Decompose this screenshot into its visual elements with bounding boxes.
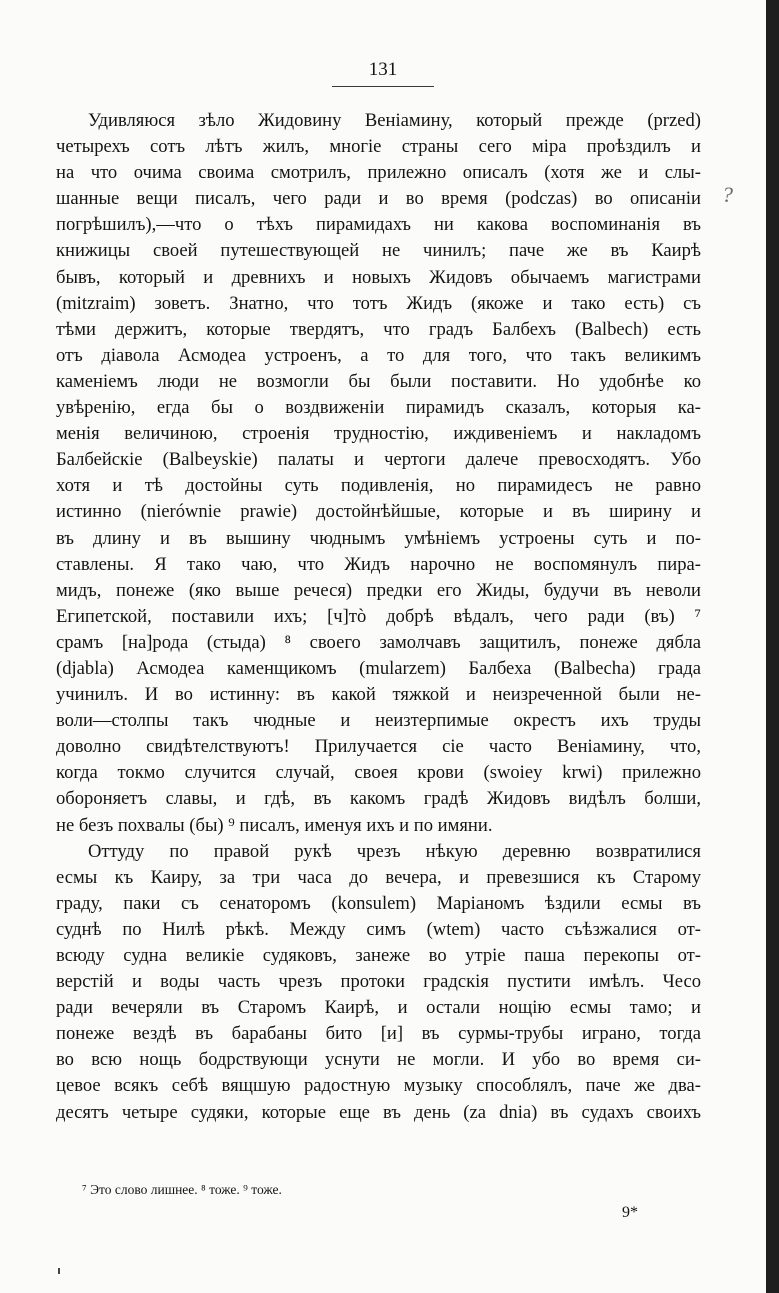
text-line: доволно свидѣтелствуютъ! Прилучается сіе часто Веніамину, что, xyxy=(56,736,701,758)
signature-mark: 9* xyxy=(622,1204,638,1221)
footnotes: ⁷ Это слово лишнее. ⁸ тоже. ⁹ тоже. xyxy=(82,1182,282,1197)
text-line: менія величиною, строенія трудностію, иждивеніемъ и накладомъ xyxy=(56,423,701,445)
text-line: въ длину и въ вышину чюднымъ умѣніемъ устроены суть и по- xyxy=(56,527,701,549)
text-line: погрѣшилъ),—что о тѣхъ пирамидахъ ни какова воспоминанія въ xyxy=(56,214,701,236)
text-line: ради вечеряли въ Старомъ Каирѣ, и остали нощію есмы тамо; и xyxy=(56,997,701,1019)
text-line: тѣми держитъ, которые твердятъ, что градъ Балбехъ (Balbech) есть xyxy=(56,318,701,340)
text-line: шанные вещи писалъ, чего ради и во время (podczas) во описаніи xyxy=(56,188,701,210)
text-line: книжицы своей путешествующей не чинилъ; паче же въ Каирѣ xyxy=(56,240,701,262)
text-line: десятъ четыре судяки, которые еще въ день (za dnia) въ судахъ своихъ xyxy=(56,1101,701,1123)
text-line: отъ діавола Асмодеа устроенъ, а то для того, что такъ великимъ xyxy=(56,344,701,366)
page-number-rule xyxy=(332,86,434,87)
margin-note: ? xyxy=(722,182,733,207)
text-line: четырехъ сотъ лѣтъ жилъ, многіе страны сего міра проѣздилъ и xyxy=(56,136,701,158)
text-line: увѣренію, егда бы о воздвиженіи пирамидъ сказалъ, которыя ка- xyxy=(56,397,701,419)
text-line: верстій и воды часть чрезъ протоки градскія пустити имѣлъ. Чесо xyxy=(56,971,701,993)
body-text xyxy=(56,108,701,1126)
text-line: (mitzraim) зоветъ. Знатно, что тотъ Жидъ (якоже и тако есть) съ xyxy=(56,292,701,314)
text-line: учинилъ. И во истинну: въ какой тяжкой и неизреченной были не- xyxy=(56,684,701,706)
print-speck xyxy=(58,1268,60,1274)
text-line: Египетской, поставили ихъ; [ч]тò добрѣ вѣдалъ, чего ради (въ) ⁷ xyxy=(56,605,701,627)
text-line: граду, паки съ сенаторомъ (konsulem) Маріаномъ ѣздили есмы въ xyxy=(56,892,701,914)
text-line: цевое всякъ себѣ вящшую радостную музыку способлялъ, паче же два- xyxy=(56,1075,701,1097)
text-line: (djabla) Асмодеа каменщикомъ (mularzem) Балбеха (Balbecha) града xyxy=(56,657,701,679)
text-line: когда токмо случится случай, своея крови (swoiey krwi) прилежно xyxy=(56,762,701,784)
text-line: не безъ похвалы (бы) ⁹ писалъ, именуя ихъ и по имяни. xyxy=(56,814,493,836)
text-line: суднѣ по Нилѣ рѣкѣ. Между симъ (wtem) часто съѣзжалися от- xyxy=(56,918,701,940)
text-line: есмы къ Каиру, за три часа до вечера, и превезшися къ Старому xyxy=(56,866,701,888)
text-line: истинно (nierównie prawie) достойнѣйшые, которые и въ ширину и xyxy=(56,501,701,523)
text-line: понеже вездѣ въ барабаны бито [и] въ сурмы-трубы играно, тогда xyxy=(56,1023,701,1045)
text-line: мидъ, понеже (яко выше речеся) предки его Жиды, будучи въ неволи xyxy=(56,579,701,601)
text-line: Удивляюся зѣло Жидовину Веніамину, который прежде (przed) xyxy=(88,110,701,131)
text-line: на что очима своима смотрилъ, прилежно описалъ (хотя же и слы- xyxy=(56,162,701,184)
text-line: воли—столпы такъ чюдные и неизтерпимые окрестъ ихъ труды xyxy=(56,710,701,732)
text-line: бывъ, который и древнихъ и новыхъ Жидовъ обычаемъ магистрами xyxy=(56,266,701,288)
text-line: Оттуду по правой рукѣ чрезъ нѣкую деревню возвратилися xyxy=(88,840,701,862)
text-line: срамъ [на]рода (стыда) ⁸ своего замолчавъ защитилъ, понеже дябла xyxy=(56,631,701,653)
text-line: хотя и тѣ достойны суть подивленія, но пирамидесъ не равно xyxy=(56,475,701,497)
text-line: всюду судна великіе судяковъ, занеже во утріе паша перекопы от- xyxy=(56,945,701,966)
scan-edge xyxy=(766,0,779,1293)
text-line: Балбейскіе (Balbeyskie) палаты и чертоги далече превосходятъ. Убо xyxy=(56,449,701,471)
text-line: обороняетъ славы, и гдѣ, въ какомъ градѣ Жидовъ видѣлъ болши, xyxy=(56,788,701,810)
text-line: во всю нощь бодрствующи уснути не могли. И убо во время си- xyxy=(56,1049,701,1071)
text-line: каменіемъ люди не возмогли бы были поставити. Но удобнѣе ко xyxy=(56,370,701,392)
page-number: 131 xyxy=(368,59,398,80)
text-line: ставлены. Я тако чаю, что Жидъ нарочно не воспомянулъ пира- xyxy=(56,553,701,575)
